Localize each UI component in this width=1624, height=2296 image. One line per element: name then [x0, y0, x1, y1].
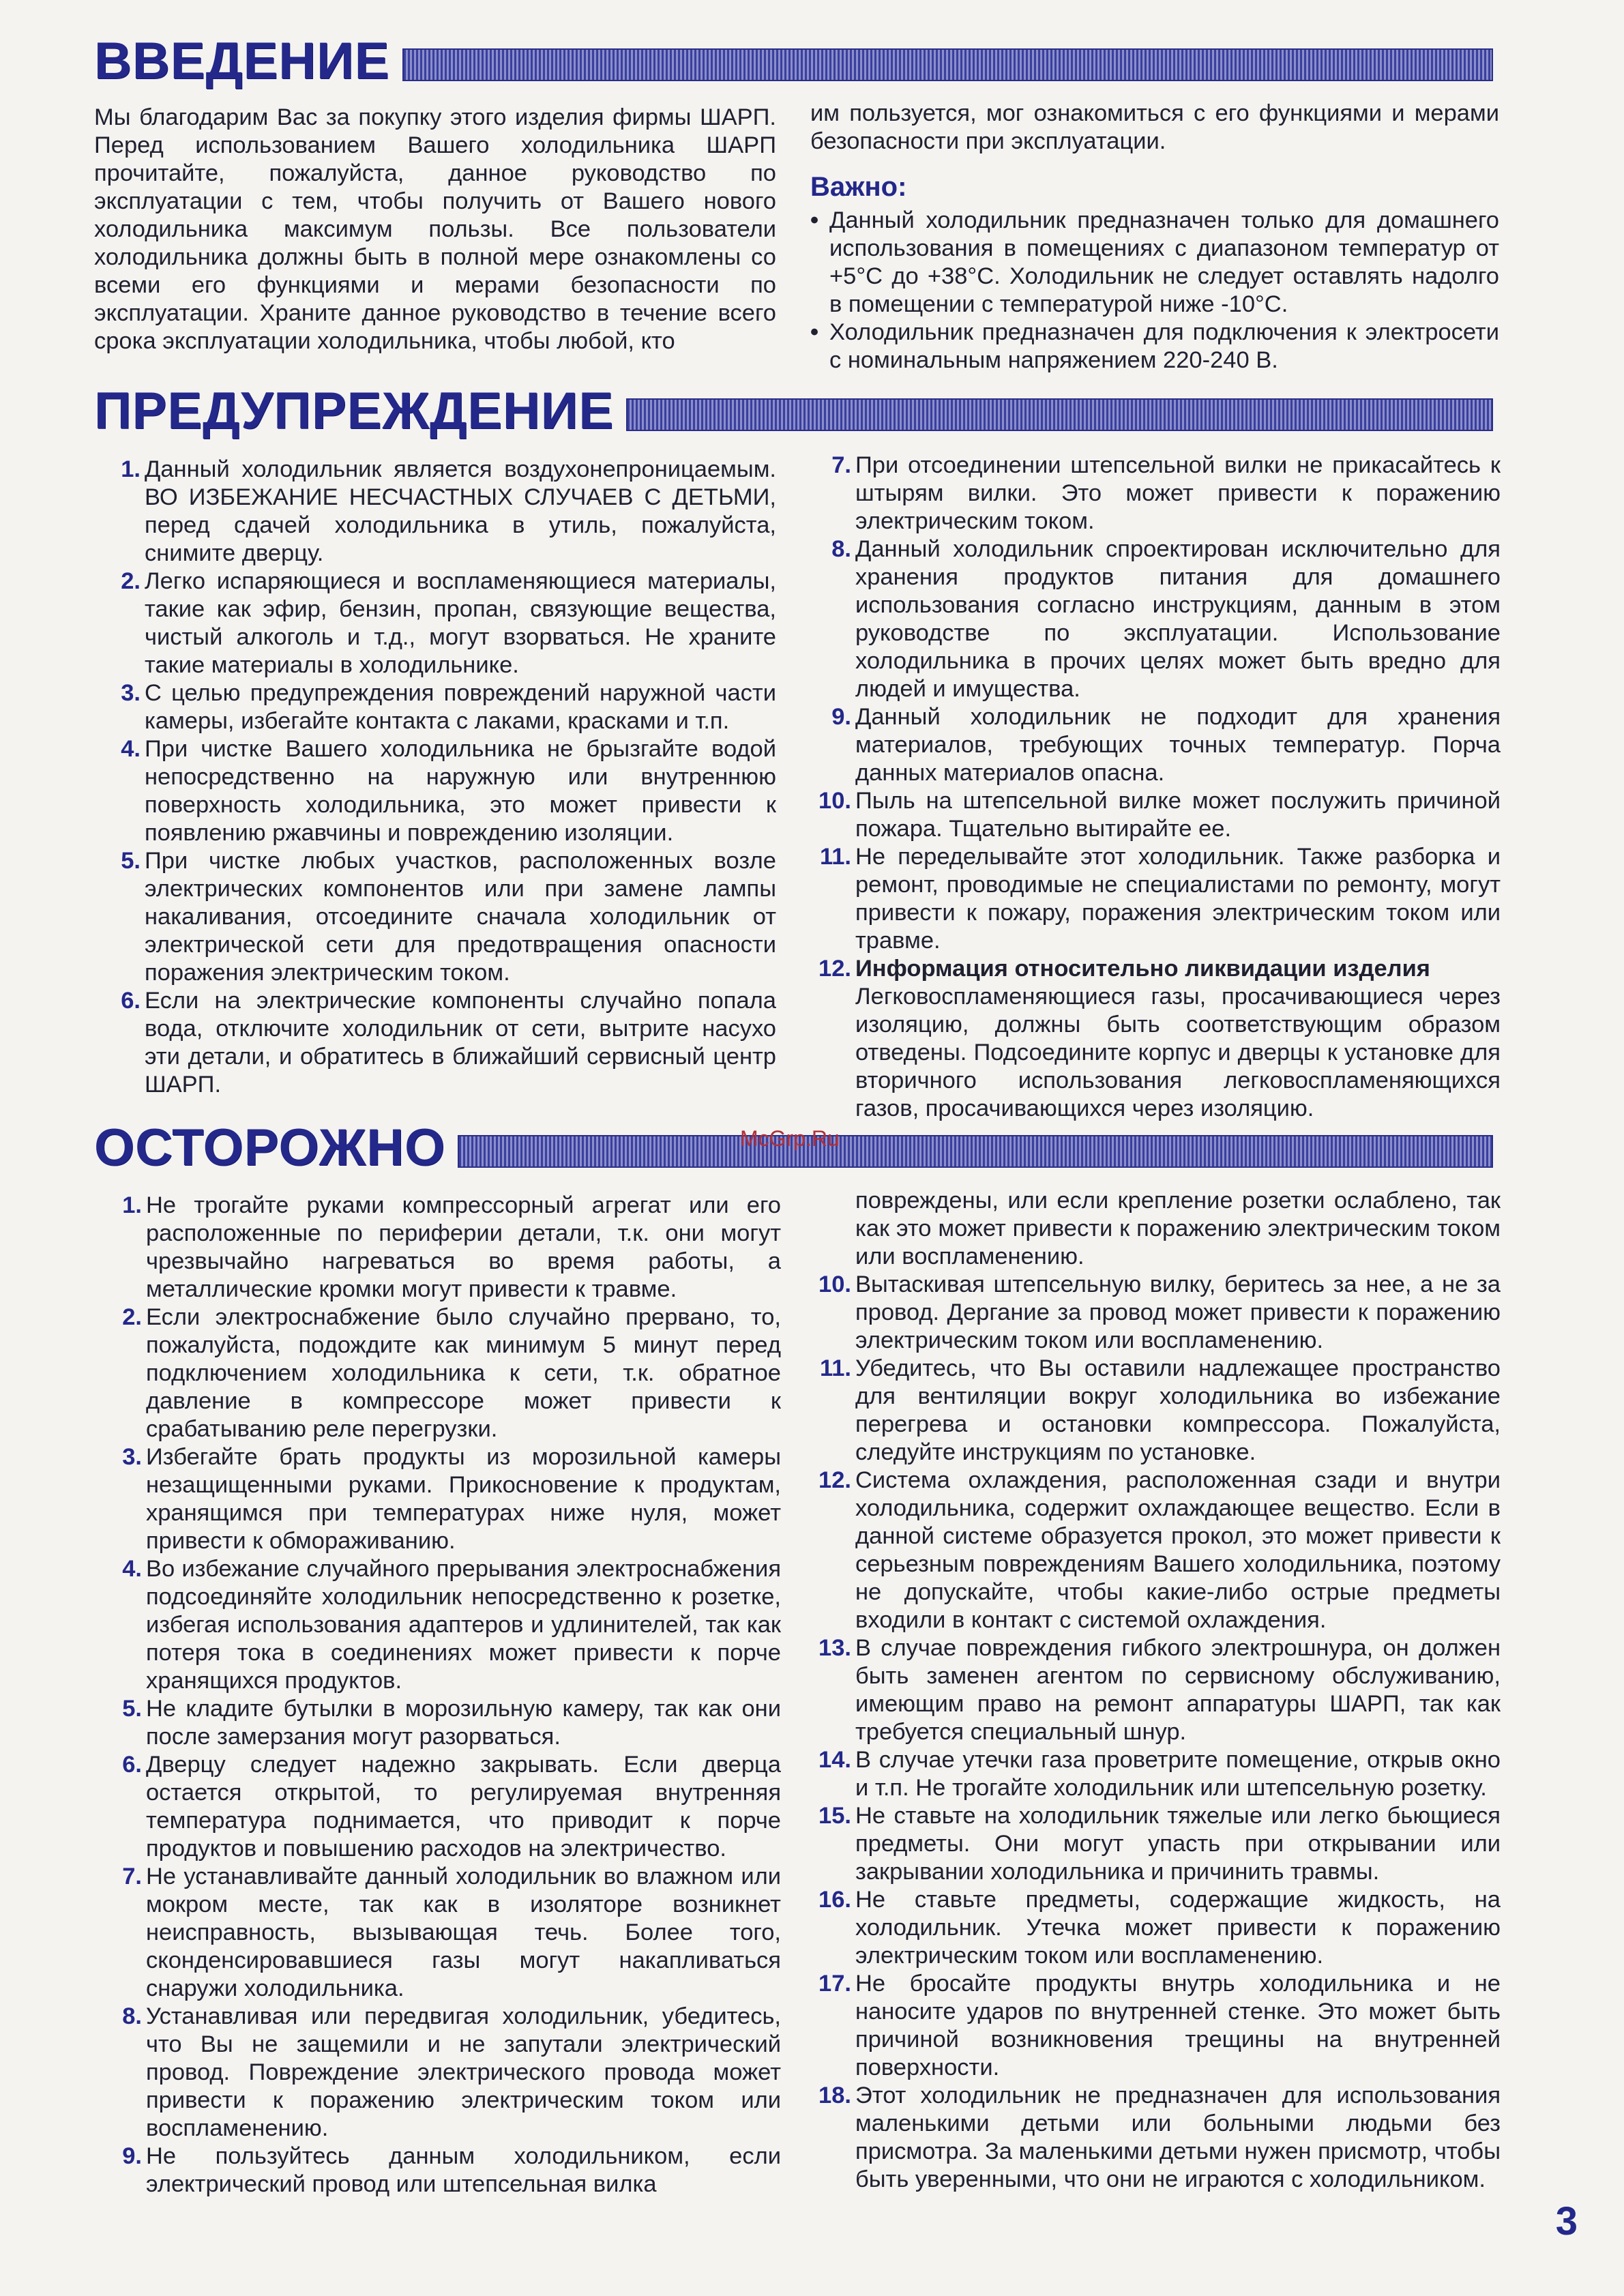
list-item [101, 847, 776, 987]
list-item [101, 456, 776, 568]
item-number: 18. [818, 2082, 851, 2108]
item-number: 5. [121, 848, 141, 874]
item-text: При чистке любых участков, расположенных возле электрических компонентов или при замене лампы накаливания, отсоедините сначала холодильник от электрической сети для предотвращения опасности поражения электрическим током. [145, 848, 776, 986]
list-item [101, 679, 776, 735]
list-item [812, 1355, 1501, 1467]
item-number: 2. [122, 1304, 142, 1330]
intro-left-column [94, 104, 776, 355]
item-number: 15. [818, 1803, 851, 1829]
item-text: Избегайте брать продукты из морозильной камеры незащищенными руками. Прикосновение к продуктам, хранящимся при температурах ниже нуля, может привести к обмораживанию. [146, 1444, 781, 1554]
list-item [812, 1467, 1501, 1634]
item-text: Данный холодильник спроектирован исключительно для хранения продуктов питания для домашнего использования согласно инструкциям, данным в этом руководстве по эксплуатации. Использование холодильника в прочих целях может быть вредно для людей и имущества. [855, 536, 1501, 702]
caution-right-column [812, 1187, 1501, 2194]
item-number: 13. [818, 1635, 851, 1661]
list-item [101, 987, 776, 1099]
list-item [101, 568, 776, 679]
list-item [102, 2143, 781, 2198]
intro-right-column [810, 100, 1499, 374]
item-text: Не ставьте на холодильник тяжелые или легко бьющиеся предметы. Они могут упасть при открывании или закрывании холодильника и причинить травмы. [855, 1803, 1501, 1885]
item-number: 10. [818, 1271, 851, 1297]
item-text: Во избежание случайного прерывания электроснабжения подсоединяйте холодильник непосредственно к розетке, избегая использования адаптеров и удлинителей, так как потеря тока в соединениях может привести к порче хранящихся продуктов. [146, 1556, 781, 1694]
list-item [102, 1304, 781, 1443]
item-text: Не кладите бутылки в морозильную камеру, так как они после замерзания могут разорваться. [146, 1696, 781, 1750]
item-number: 8. [831, 536, 851, 562]
list-item [812, 787, 1501, 843]
list-item [812, 535, 1501, 703]
list-item [102, 1555, 781, 1695]
list-item [102, 1443, 781, 1555]
item-number: 7. [122, 1864, 142, 1889]
item-text: Не переделывайте этот холодильник. Также разборка и ремонт, проводимые не специалистами по ремонту, могут привести к пожару, поражения электрическим током или травме. [855, 844, 1501, 954]
intro-paragraph: Мы благодарим Вас за покупку этого изделия фирмы ШАРП. Перед использованием Вашего холодильника ШАРП прочитайте, пожалуйста, данное руководство по эксплуатации с тем, чтобы получить от Вашего нового холодильника максимум пользы. Все пользователи холодильника должны быть в полной мере ознакомлены со всеми его функциями и мерами безопасности по эксплуатации. Храните данное руководство в течение всего срока эксплуатации холодильника, чтобы любой, кто [94, 104, 776, 354]
list-item [812, 2082, 1501, 2194]
item-number: 10. [818, 788, 851, 814]
item-text: При чистке Вашего холодильника не брызгайте водой непосредственно на наружную или внутреннюю поверхность холодильника, это может привести к появлению ржавчины и повреждению изоляции. [145, 736, 776, 846]
warning-left-column [101, 456, 776, 1099]
bullet-icon: • [810, 207, 819, 233]
item-text: Пыль на штепсельной вилке может послужить причиной пожара. Тщательно вытирайте ее. [855, 788, 1501, 842]
item-number: 7. [831, 452, 851, 478]
watermark: McGrp.Ru [740, 1126, 840, 1151]
list-item [102, 1192, 781, 1304]
list-item [812, 1886, 1501, 1970]
item-text: При отсоединении штепсельной вилки не прикасайтесь к штырям вилки. Это может привести к поражению электрическим током. [855, 452, 1501, 534]
item-number: 1. [121, 456, 141, 482]
list-item [102, 2003, 781, 2143]
list-item [812, 1746, 1501, 1802]
item-text: Убедитесь, что Вы оставили надлежащее пространство для вентиляции вокруг холодильника во избежание перегрева и остановки компрессора. Пожалуйста, следуйте инструкциям по установке. [855, 1355, 1501, 1465]
item-number: 8. [122, 2003, 142, 2029]
list-item [812, 1970, 1501, 2082]
intro-heading [94, 31, 1493, 92]
item-number: 11. [819, 844, 851, 870]
item-number: 6. [122, 1752, 142, 1778]
item-text: Дверцу следует надежно закрывать. Если дверца остается открытой, то регулируемая внутренняя температура поднимается, что приводит к порче продуктов и повышению расходов на электричество. [146, 1752, 781, 1861]
caution-title: ОСТОРОЖНО [94, 1119, 446, 1177]
important-label: Важно: [810, 172, 907, 202]
item-text: Этот холодильник не предназначен для использования маленькими детьми или больными людьми без присмотра. За маленькими детьми нужен присмотр, чтобы быть уверенными, что они не играются с холодильником. [855, 2082, 1501, 2192]
intro-title: ВВЕДЕНИЕ [94, 32, 390, 90]
item-text: Не трогайте руками компрессорный агрегат или его расположенные по периферии детали, т.к. они могут чрезвычайно нагреваться во время работы, а металлические кромки могут привести к травме. [146, 1192, 781, 1302]
intro-paragraph-continued: им пользуется, мог ознакомиться с его функциями и мерами безопасности при эксплуатации. [810, 100, 1499, 154]
item-number: 17. [818, 1971, 851, 1997]
list-item [102, 1695, 781, 1751]
important-item: • Холодильник предназначен для подключения к электросети с номинальным напряжением 220-240 В. [810, 319, 1499, 373]
warning-title: ПРЕДУПРЕЖДЕНИЕ [94, 382, 615, 440]
item-number: 9. [122, 2143, 142, 2169]
item-text: Не ставьте предметы, содержащие жидкость, на холодильник. Утечка может привести к поражению электрическим током или воспламенению. [855, 1887, 1501, 1969]
item-number: 11. [819, 1355, 851, 1381]
caution-item-continued: повреждены, или если крепление розетки ослаблено, так как это может привести к поражению электрическим током или воспламенению. [855, 1188, 1501, 1269]
item-text: В случае повреждения гибкого электрошнура, он должен быть заменен агентом по сервисному обслуживанию, имеющим право на ремонт аппаратуры ШАРП, так как требуется специальный шнур. [855, 1635, 1501, 1745]
item-text: Данный холодильник является воздухонепроницаемым. ВО ИЗБЕЖАНИЕ НЕСЧАСТНЫХ СЛУЧАЕВ С ДЕТЬМИ, перед сдачей холодильника в утиль, пожалуйста, снимите дверцу. [145, 456, 776, 566]
item-text: В случае утечки газа проветрите помещение, открыв окно и т.п. Не трогайте холодильник или штепсельную розетку. [855, 1747, 1501, 1801]
item-text: Если электроснабжение было случайно прервано, то, пожалуйста, подождите как минимум 5 минут перед подключением холодильника к сети, т.к. обратное давление в компрессоре может привести к срабатыванию реле перегрузки. [146, 1304, 781, 1442]
item-number: 16. [818, 1887, 851, 1913]
item-text-block [855, 955, 1501, 1123]
item-text: Легко испаряющиеся и воспламеняющиеся материалы, такие как эфир, бензин, пропан, связующие вещества, чистый алкоголь и т.д., могут взорваться. Не храните такие материалы в холодильнике. [145, 568, 776, 678]
list-item [812, 1271, 1501, 1355]
heading-bar [626, 398, 1493, 431]
item-text: Данный холодильник не подходит для хранения материалов, требующих точных температур. Порча данных материалов опасна. [855, 704, 1501, 786]
item-number: 2. [121, 568, 141, 594]
list-item [812, 703, 1501, 787]
list-item [102, 1863, 781, 2003]
item-text: Не бросайте продукты внутрь холодильника и не наносите ударов по внутренней стенке. Это может быть причиной возникновения трещины на внутренней поверхности. [855, 1971, 1501, 2080]
heading-bar [402, 48, 1494, 81]
item-text: Вытаскивая штепсельную вилку, беритесь за нее, а не за провод. Дергание за провод может привести к поражению электрическим током или воспламенению. [855, 1271, 1501, 1353]
item-text: Устанавливая или передвигая холодильник, убедитесь, что Вы не защемили и не запутали электрический провод. Повреждение электрического провода может привести к поражению электрическим током или воспламенению. [146, 2003, 781, 2141]
item-text: Не устанавливайте данный холодильник во влажном или мокром месте, так как в изоляторе возникнет неисправность, вызывающая течь. Более того, сконденсировавшиеся газы могут накапливаться снаружи холодильника. [146, 1864, 781, 2001]
warning-right-column [812, 452, 1501, 1123]
page-number: 3 [1555, 2199, 1578, 2243]
list-item [812, 955, 1501, 1123]
item-text: Если на электрические компоненты случайно попала вода, отключите холодильник от сети, вытрите насухо эти детали, и обратитесь в ближайший сервисный центр ШАРП. [145, 988, 776, 1098]
list-item [812, 1802, 1501, 1886]
item-number: 4. [122, 1556, 142, 1582]
item-text: Система охлаждения, расположенная сзади и внутри холодильника, содержит охлаждающее вещество. Если в данной системе образуется прокол, это может привести к серьезным повреждениям Вашего холодильника, поэтому не допускайте, чтобы какие-либо острые предметы входили в контакт с системой охлаждения. [855, 1467, 1501, 1633]
item-number: 3. [122, 1444, 142, 1470]
item-number: 14. [818, 1747, 851, 1773]
item-number: 3. [121, 680, 141, 706]
item-number: 12. [818, 956, 851, 982]
list-item [812, 452, 1501, 535]
important-item: • Данный холодильник предназначен только для домашнего использования в помещениях с диапазоном температур от +5°С до +38°С. Холодильник не следует оставлять надолго в помещении с температурой ниже -10°С. [810, 207, 1499, 317]
item-number: 4. [121, 736, 141, 762]
item-text: Не пользуйтесь данным холодильником, если электрический провод или штепсельная вилка [146, 2143, 781, 2197]
list-item [101, 735, 776, 847]
list-item [102, 1751, 781, 1863]
item-number: 6. [121, 988, 141, 1014]
warning-heading [94, 381, 1493, 442]
item-heading: Информация относительно ликвидации изделия [855, 956, 1430, 982]
list-item [812, 1634, 1501, 1746]
item-text: Легковоспламеняющиеся газы, просачивающиеся через изоляцию, должны быть соответствующим образом отведены. Подсоедините корпус и дверцы к установке для вторичного использования легковоспламеняющихся газов, просачивающихся через изоляцию. [855, 984, 1501, 1121]
item-text: С целью предупреждения повреждений наружной части камеры, избегайте контакта с лаками, красками и т.п. [145, 680, 776, 734]
item-number: 12. [818, 1467, 851, 1493]
list-item [812, 843, 1501, 955]
caution-left-column [102, 1192, 781, 2198]
heading-bar [458, 1135, 1493, 1168]
item-number: 9. [831, 704, 851, 730]
item-number: 5. [122, 1696, 142, 1722]
item-number: 1. [122, 1192, 142, 1218]
bullet-icon: • [810, 319, 819, 345]
